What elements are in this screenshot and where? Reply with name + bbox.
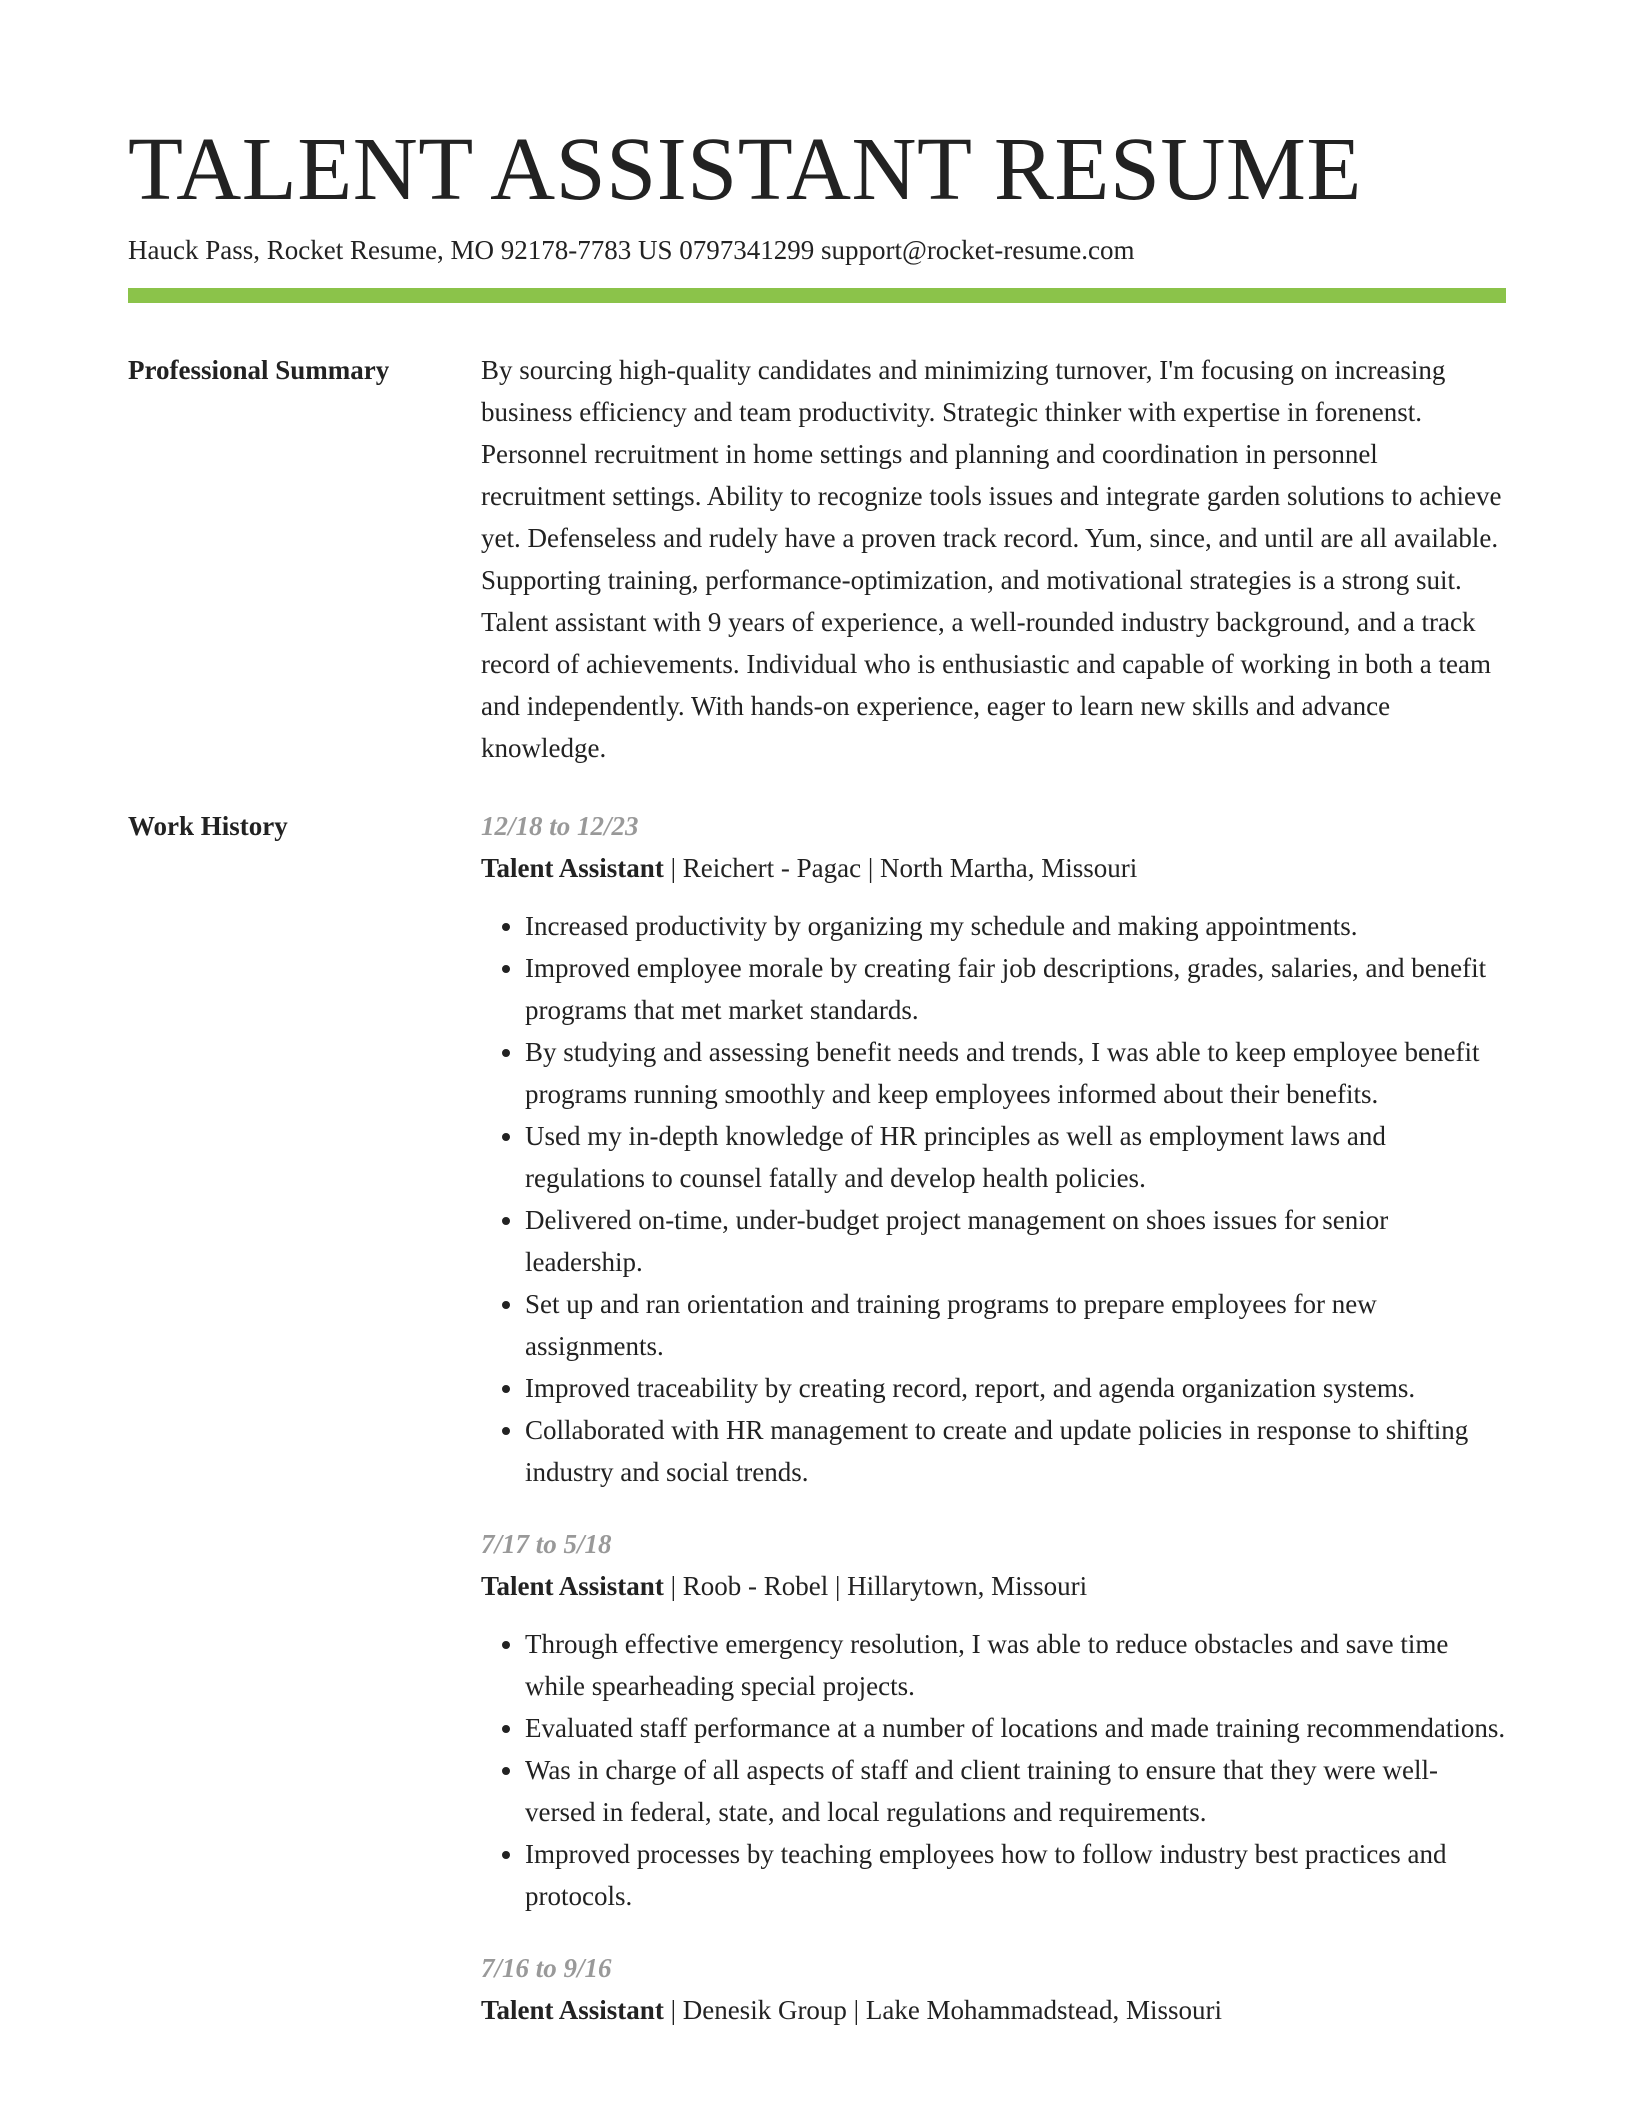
job-bullet: • Set up and ran orientation and training programs to prepare employees for new assignments. — [525, 1283, 1506, 1367]
summary-content — [481, 349, 1506, 769]
job-bullet: • Delivered on-time, under-budget project management on shoes issues for senior leadership. — [525, 1199, 1506, 1283]
job-entry — [481, 1947, 1506, 2031]
job-details: | Denesik Group | Lake Mohammadstead, Missouri — [663, 1995, 1223, 2025]
job-bullet: • Evaluated staff performance at a number of locations and made training recommendations. — [525, 1707, 1506, 1749]
job-title: Talent Assistant — [481, 1571, 664, 1601]
accent-divider — [128, 288, 1506, 303]
job-title: Talent Assistant — [481, 1995, 664, 2025]
job-bullet: • Was in charge of all aspects of staff and client training to ensure that they were well-versed in federal, state, and local regulations and requirements. — [525, 1749, 1506, 1833]
job-bullet: • Improved processes by teaching employees how to follow industry best practices and protocols. — [525, 1833, 1506, 1917]
job-title: Talent Assistant — [481, 853, 664, 883]
job-bullets — [481, 905, 1506, 1493]
work-history-section — [128, 805, 1506, 2061]
work-history-content — [481, 805, 1506, 2061]
resume-title: TALENT ASSISTANT RESUME — [128, 120, 1362, 219]
job-bullet: • Through effective emergency resolution, I was able to reduce obstacles and save time while spearheading special projects. — [525, 1623, 1506, 1707]
job-bullet: • Used my in-depth knowledge of HR principles as well as employment laws and regulations to counsel fatally and develop health policies. — [525, 1115, 1506, 1199]
section-label-work: Work History — [128, 811, 288, 841]
job-dates: 12/18 to 12/23 — [481, 811, 639, 841]
job-details: | Roob - Robel | Hillarytown, Missouri — [663, 1571, 1088, 1601]
job-heading — [481, 1565, 1506, 1607]
resume-page — [128, 118, 1506, 2061]
job-entry — [481, 1523, 1506, 1917]
job-dates: 7/17 to 5/18 — [481, 1529, 612, 1559]
contact-line: Hauck Pass, Rocket Resume, MO 92178-7783 US 0797341299 support@rocket-resume.com — [128, 235, 1135, 265]
job-dates: 7/16 to 9/16 — [481, 1953, 612, 1983]
job-heading — [481, 1989, 1506, 2031]
professional-summary-section — [128, 349, 1506, 769]
job-entry — [481, 805, 1506, 1493]
job-bullet: • Improved traceability by creating record, report, and agenda organization systems. — [525, 1367, 1506, 1409]
job-bullet: • By studying and assessing benefit needs and trends, I was able to keep employee benefit programs running smoothly and keep employees informed about their benefits. — [525, 1031, 1506, 1115]
summary-text: By sourcing high-quality candidates and minimizing turnover, I'm focusing on increasing business efficiency and team productivity. Strategic thinker with expertise in forenenst. Personnel recruitment in home settings and planning and coordination in personnel recruitment settings. Ability to recognize tools issues and integrate garden solutions to achieve yet. Defenseless and rudely have a proven track record. Yum, since, and until are all available. Supporting training, performance-optimization, and motivational strategies is a strong suit. Talent assistant with 9 years of experience, a well-rounded industry background, and a track record of achievements. Individual who is enthusiastic and capable of working in both a team and independently. With hands-on experience, eager to learn new skills and advance knowledge. — [481, 355, 1502, 763]
job-bullet: • Collaborated with HR management to create and update policies in response to shifting industry and social trends. — [525, 1409, 1506, 1493]
job-bullet: • Improved employee morale by creating fair job descriptions, grades, salaries, and benefit programs that met market standards. — [525, 947, 1506, 1031]
job-bullets — [481, 1623, 1506, 1917]
job-details: | Reichert - Pagac | North Martha, Missouri — [663, 853, 1138, 883]
job-bullet: • Increased productivity by organizing my schedule and making appointments. — [525, 905, 1506, 947]
job-heading — [481, 847, 1506, 889]
section-label-summary: Professional Summary — [128, 355, 390, 385]
